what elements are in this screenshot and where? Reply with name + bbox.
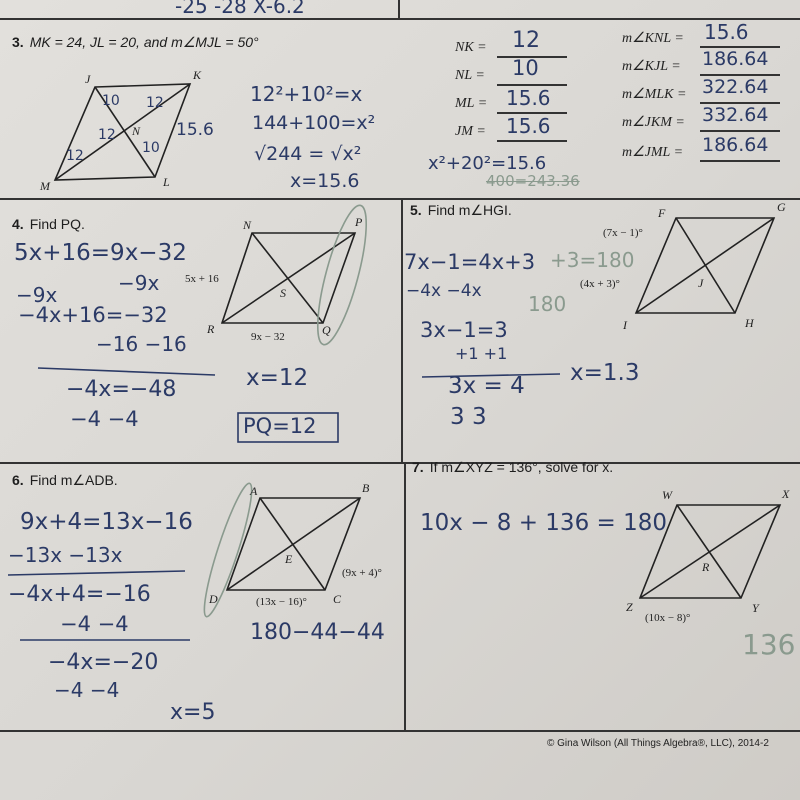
p7-expr-bottom: (10x − 8)° xyxy=(645,612,691,624)
p3-angle-JML-line xyxy=(700,160,780,162)
p6-answer: x=5 xyxy=(170,700,216,725)
p3-angle-MLK-label: m∠MLK = xyxy=(622,87,687,102)
p6-work-line-4: −4 −4 xyxy=(60,612,129,636)
p4-answer: PQ=12 xyxy=(243,414,317,438)
p3-answer-ML-value: 15.6 xyxy=(506,86,551,110)
problem-4-text: Find PQ. xyxy=(29,216,85,232)
p3-mark-e: 12 xyxy=(66,148,84,164)
p4-work-line-1: 5x+16=9x−32 xyxy=(14,240,187,266)
problem-6-statement xyxy=(12,472,118,489)
p3-work-line-5: x²+20²=15.6 xyxy=(428,153,547,174)
p5-faint-1: +3=180 xyxy=(550,248,635,272)
p3-angle-JKM-value: 332.64 xyxy=(702,104,769,126)
p4-expr-side: 5x + 16 xyxy=(185,273,219,285)
p3-angle-KJL-value: 186.64 xyxy=(702,48,769,70)
p3-answer-JM-line xyxy=(497,140,567,142)
p3-work-line-1: 12²+10²=x xyxy=(250,82,363,106)
p6-work-line-6: −4 −4 xyxy=(54,678,120,702)
p6-expr-bottom: (13x − 16)° xyxy=(256,596,307,608)
p3-answer-NL-label: NL = xyxy=(455,68,485,83)
p6-label-A: A xyxy=(250,484,258,498)
p3-label-M: M xyxy=(40,179,50,193)
copyright-footer: © Gina Wilson (All Things Algebra®, LLC), 2014-2 xyxy=(547,738,769,749)
p6-label-E: E xyxy=(285,552,293,566)
p3-answer-JM-label: JM = xyxy=(455,124,486,139)
p3-mark-a: 10 xyxy=(102,93,120,109)
p5-work-line-3: 3x−1=3 xyxy=(420,318,508,342)
p6-work-line-1: 9x+4=13x−16 xyxy=(20,509,193,535)
p4-work-line-7: −4 −4 xyxy=(70,407,139,431)
p6-label-D: D xyxy=(209,592,218,606)
p5-expr-top: (7x − 1)° xyxy=(603,227,643,239)
p3-angle-JKM-label: m∠JKM = xyxy=(622,115,685,130)
p3-angle-KJL-label: m∠KJL = xyxy=(622,59,681,74)
p3-angle-KNL-value: 15.6 xyxy=(704,20,749,44)
p5-work-line-1: 7x−1=4x+3 xyxy=(404,250,536,274)
problem-4-number: 4. xyxy=(12,216,24,232)
p6-expr-right: (9x + 4)° xyxy=(342,567,382,579)
p7-label-X: X xyxy=(782,487,790,501)
p5-label-H: H xyxy=(745,316,754,330)
p7-label-R: R xyxy=(702,560,710,574)
p3-work-line-4: x=15.6 xyxy=(290,170,360,192)
p3-mark-side: 15.6 xyxy=(176,120,214,140)
p5-label-F: F xyxy=(658,206,666,220)
p7-margin-note: 136 xyxy=(742,628,796,661)
p3-answer-NL-value: 10 xyxy=(512,56,539,80)
p5-parallelogram xyxy=(636,218,774,313)
p3-label-N: N xyxy=(132,124,141,138)
p4-work-line-4: −4x+16=−32 xyxy=(18,303,168,327)
problem-3-number: 3. xyxy=(12,34,24,50)
p5-work-line-5: 3x = 4 xyxy=(448,373,525,399)
p4-label-P: P xyxy=(355,215,363,229)
p6-label-B: B xyxy=(362,481,370,495)
problem-7-statement xyxy=(412,459,613,476)
p7-work-line-1: 10x − 8 + 136 = 180 xyxy=(420,510,667,536)
p3-work-line-2: 144+100=x² xyxy=(252,112,376,134)
p5-expr-bottom: (4x + 3)° xyxy=(580,278,620,290)
p3-answer-ML-label: ML = xyxy=(455,96,488,111)
p4-work-line-2: −9x xyxy=(16,283,58,307)
p3-answer-NK-value: 12 xyxy=(512,28,540,53)
p5-work-line-6: 3 3 xyxy=(450,404,487,430)
p5-faint-2: 180 xyxy=(528,292,567,316)
p6-work-line-2: −13x −13x xyxy=(8,543,123,567)
p6-work-line-3: −4x+4=−16 xyxy=(8,582,151,607)
p3-angle-JML-value: 186.64 xyxy=(702,134,769,156)
p3-angle-JML-label: m∠JML = xyxy=(622,145,684,160)
problem-6-number: 6. xyxy=(12,472,24,488)
p5-label-I: I xyxy=(623,318,627,332)
problem-5-statement xyxy=(410,202,512,219)
p5-label-G: G xyxy=(777,200,786,214)
p7-label-Z: Z xyxy=(626,600,633,614)
p4-label-Q: Q xyxy=(322,323,331,337)
p4-label-R: R xyxy=(207,322,215,336)
p4-work-line-8: x=12 xyxy=(246,365,309,391)
p3-work-line-6: 400=243.36 xyxy=(486,172,580,190)
problem-5-number: 5. xyxy=(410,202,422,218)
p5-label-J: J xyxy=(698,276,704,290)
p5-work-line-4: +1 +1 xyxy=(455,344,508,363)
p3-answer-NK-label: NK = xyxy=(455,40,487,55)
p3-mark-c: 12 xyxy=(98,127,116,143)
p3-angle-MLK-value: 322.64 xyxy=(702,76,769,98)
p4-expr-bottom: 9x − 32 xyxy=(251,331,285,343)
p7-label-W: W xyxy=(662,488,672,502)
p3-parallelogram xyxy=(55,84,190,180)
problem-7-text: If m∠XYZ = 136°, solve for x. xyxy=(429,459,614,475)
p3-angle-KNL-label: m∠KNL = xyxy=(622,31,684,46)
p4-work-line-6: −4x=−48 xyxy=(66,377,177,402)
p3-angle-JKM-line xyxy=(700,130,780,132)
p3-answer-JM-value: 15.6 xyxy=(506,114,551,138)
p3-mark-b: 12 xyxy=(146,95,164,111)
p6-label-C: C xyxy=(333,592,342,606)
problem-5-text: Find m∠HGI. xyxy=(427,202,512,218)
problem-4-statement xyxy=(12,216,85,232)
problem-3-text: MK = 24, JL = 20, and m∠MJL = 50° xyxy=(29,34,259,50)
p3-label-L: L xyxy=(163,175,170,189)
p4-label-N: N xyxy=(243,218,252,232)
p5-answer: x=1.3 xyxy=(570,360,640,386)
p6-work-rule-1 xyxy=(8,571,185,575)
p5-work-line-2: −4x −4x xyxy=(406,281,482,301)
p4-work-line-3: −9x xyxy=(118,271,160,295)
problem-6-text: Find m∠ADB. xyxy=(29,472,118,488)
top-scribble: -25 -28 X-6.2 xyxy=(175,0,305,18)
p3-label-J: J xyxy=(85,72,91,86)
p3-label-K: K xyxy=(193,68,202,82)
p3-work-line-3: √244 = √x² xyxy=(254,143,362,165)
p6-work-line-8: 180−44−44 xyxy=(250,620,385,645)
problem-7-number: 7. xyxy=(412,459,424,475)
p4-label-S: S xyxy=(280,286,286,300)
p6-work-line-5: −4x=−20 xyxy=(48,650,159,675)
p7-label-Y: Y xyxy=(752,601,759,615)
p4-work-rule xyxy=(38,368,215,375)
p4-work-line-5: −16 −16 xyxy=(96,332,187,356)
p3-mark-d: 10 xyxy=(142,140,160,156)
